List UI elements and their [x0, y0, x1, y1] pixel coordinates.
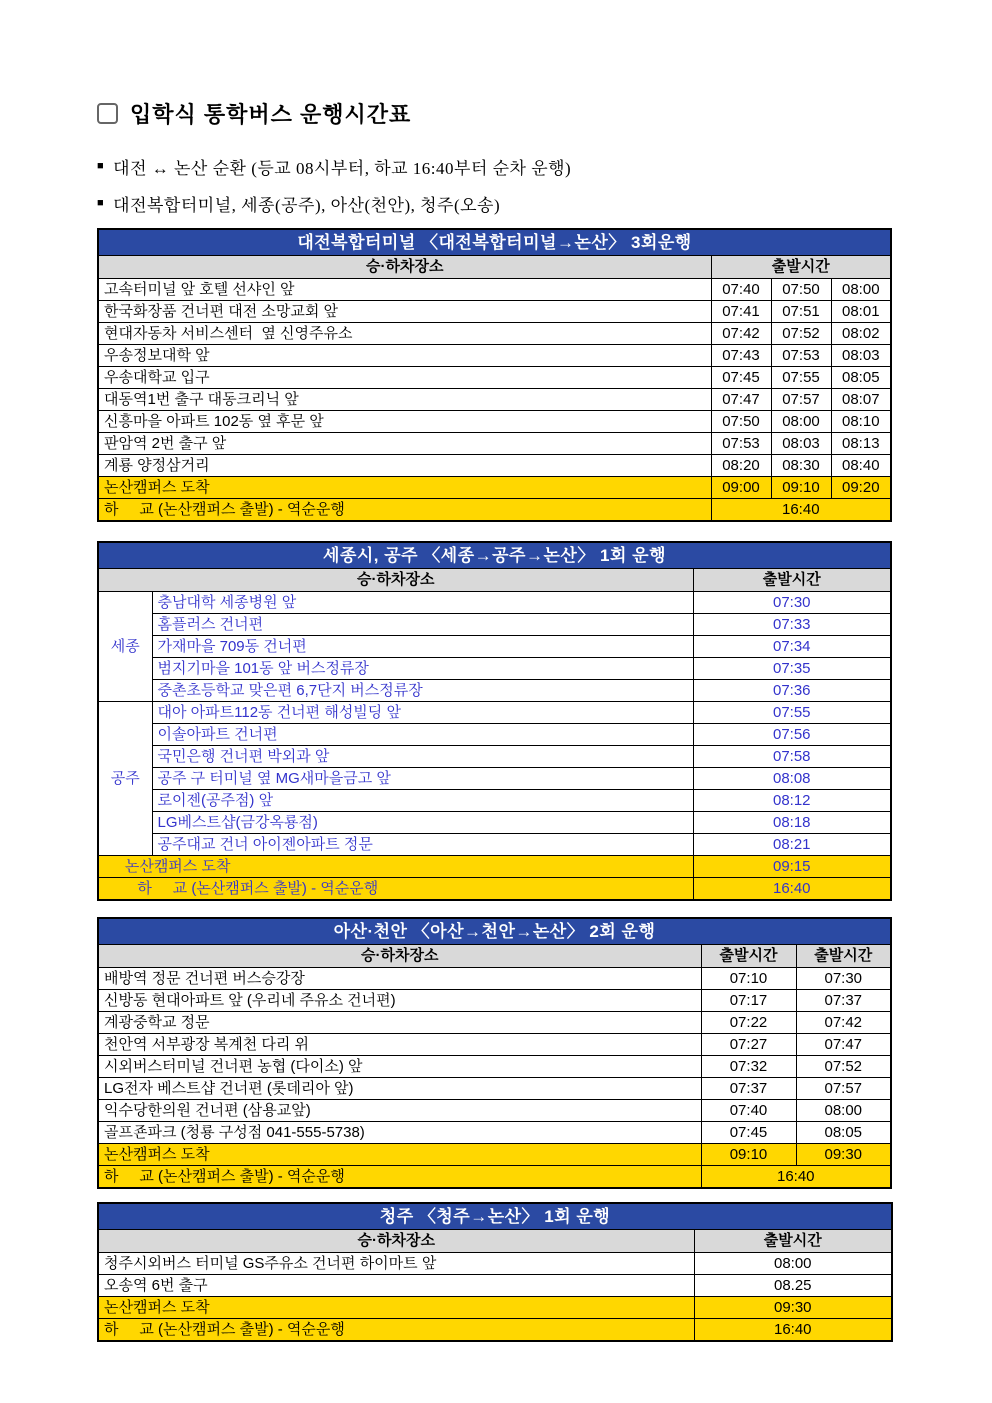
- departure-time-cell: 07:55: [771, 367, 831, 389]
- page-title: 입학식 통학버스 운행시간표: [130, 101, 412, 127]
- departure-time-cell: 07:17: [701, 990, 796, 1012]
- tables-container: [97, 228, 891, 1342]
- departure-time-cell: 07:53: [771, 345, 831, 367]
- campus-arrival-label: 논산캠퍼스 도착: [98, 477, 711, 499]
- departure-time-cell: 08:10: [831, 411, 891, 433]
- table-row: [98, 1034, 891, 1056]
- table-header-row: [98, 256, 891, 279]
- stop-name-cell: 범지기마을 101동 앞 버스정류장: [152, 658, 693, 680]
- departure-time-cell: 07:53: [711, 433, 771, 455]
- bullet-square-icon: ■: [97, 197, 105, 209]
- table-row: [98, 968, 891, 990]
- campus-arrival-label: 논산캠퍼스 도착: [98, 1297, 694, 1319]
- departure-time-cell: 07:47: [796, 1034, 891, 1056]
- table-header-row: [98, 1230, 892, 1253]
- return-time-cell: 16:40: [711, 499, 891, 522]
- arrival-time-cell: 09:30: [694, 1297, 892, 1319]
- campus-arrival-row: [98, 1297, 892, 1319]
- stop-name-cell: 판암역 2번 출구 앞: [98, 433, 711, 455]
- departure-time-cell: 08:05: [831, 367, 891, 389]
- arrival-time-cell: 09:30: [796, 1144, 891, 1166]
- return-trip-row: [98, 1166, 891, 1189]
- table-row: [98, 834, 891, 856]
- campus-arrival-row: [98, 477, 891, 499]
- document-heading: [97, 98, 891, 128]
- stop-name-cell: 충남대학 세종병원 앞: [152, 592, 693, 614]
- stop-name-cell: LG전자 베스트샵 건너편 (롯데리아 앞): [98, 1078, 701, 1100]
- stop-name-cell: 오송역 6번 출구: [98, 1275, 694, 1297]
- departure-time-cell: 07:37: [796, 990, 891, 1012]
- departure-time-cell: 07:51: [771, 301, 831, 323]
- table-title: 대전복합터미널 〈대전복합터미널→논산〉 3회운행: [98, 229, 891, 256]
- bullet-item: [97, 148, 891, 185]
- departure-time-cell: 08:30: [771, 455, 831, 477]
- stop-name-cell: 청주시외버스 터미널 GS주유소 건너편 하이마트 앞: [98, 1253, 694, 1275]
- departure-time-cell: 08:40: [831, 455, 891, 477]
- table-row: [98, 990, 891, 1012]
- table-row: [98, 746, 891, 768]
- departure-time-cell: 07:55: [693, 702, 891, 724]
- bus-schedule-table-asan-cheonan: [97, 917, 892, 1189]
- departure-time-cell: 08:07: [831, 389, 891, 411]
- stop-name-cell: 가재마을 709동 건너편: [152, 636, 693, 658]
- campus-arrival-row: [98, 1144, 891, 1166]
- table-title: 청주 〈청주→논산〉 1회 운행: [98, 1203, 892, 1230]
- table-row: [98, 1100, 891, 1122]
- table-row: [98, 790, 891, 812]
- table-row: [98, 455, 891, 477]
- departure-time-cell: 07:42: [796, 1012, 891, 1034]
- table-row: [98, 345, 891, 367]
- table-header-row: [98, 569, 891, 592]
- stop-name-cell: 신방동 현대아파트 앞 (우리네 주유소 건너편): [98, 990, 701, 1012]
- table-row: [98, 592, 891, 614]
- table-title-row: [98, 918, 891, 945]
- departure-time-cell: 07:33: [693, 614, 891, 636]
- departure-time-cell: 07:34: [693, 636, 891, 658]
- return-trip-row: [98, 1319, 892, 1342]
- stop-name-cell: 신흥마을 아파트 102동 옆 후문 앞: [98, 411, 711, 433]
- departure-time-cell: 08:00: [831, 279, 891, 301]
- arrival-time-cell: 09:15: [693, 856, 891, 878]
- arrival-time-cell: 09:00: [711, 477, 771, 499]
- departure-time-cell: 07:35: [693, 658, 891, 680]
- table-title: 아산·천안 〈아산→천안→논산〉 2회 운행: [98, 918, 891, 945]
- region-group-cell: 세종: [98, 592, 152, 702]
- departure-time-column-header: 출발시간: [694, 1230, 892, 1253]
- table-row: [98, 614, 891, 636]
- stop-name-cell: 대동역1번 출구 대동크리닉 앞: [98, 389, 711, 411]
- departure-time-cell: 08:21: [693, 834, 891, 856]
- stop-name-cell: 대아 아파트112동 건너편 해성빌딩 앞: [152, 702, 693, 724]
- departure-time-column-header: 출발시간: [796, 945, 891, 968]
- checkbox-icon: [97, 103, 118, 124]
- departure-time-cell: 07:57: [796, 1078, 891, 1100]
- stops-column-header: 승·하차장소: [98, 1230, 694, 1253]
- stop-name-cell: 골프죤파크 (청룡 구성점 041-555-5738): [98, 1122, 701, 1144]
- departure-time-cell: 08:20: [711, 455, 771, 477]
- stop-name-cell: 우송정보대학 앞: [98, 345, 711, 367]
- departure-time-cell: 07:45: [701, 1122, 796, 1144]
- table-row: [98, 323, 891, 345]
- departure-time-cell: 07:43: [711, 345, 771, 367]
- table-row: [98, 279, 891, 301]
- departure-time-cell: 07:52: [796, 1056, 891, 1078]
- stop-name-cell: 계광중학교 정문: [98, 1012, 701, 1034]
- arrival-time-cell: 09:10: [701, 1144, 796, 1166]
- stop-name-cell: LG베스트샵(금강옥룡점): [152, 812, 693, 834]
- departure-time-column-header: 출발시간: [711, 256, 891, 279]
- stops-column-header: 승·하차장소: [98, 569, 693, 592]
- arrival-time-cell: 09:10: [771, 477, 831, 499]
- table-row: [98, 301, 891, 323]
- arrival-time-cell: 09:20: [831, 477, 891, 499]
- departure-time-cell: 08:13: [831, 433, 891, 455]
- departure-time-cell: 07:22: [701, 1012, 796, 1034]
- return-time-cell: 16:40: [693, 878, 891, 901]
- table-row: [98, 389, 891, 411]
- stop-name-cell: 홈플러스 건너편: [152, 614, 693, 636]
- departure-time-cell: 07:47: [711, 389, 771, 411]
- departure-time-cell: 07:36: [693, 680, 891, 702]
- departure-time-cell: 07:58: [693, 746, 891, 768]
- departure-time-cell: 08:18: [693, 812, 891, 834]
- return-trip-row: [98, 878, 891, 901]
- stop-name-cell: 공주 구 터미널 옆 MG새마을금고 앞: [152, 768, 693, 790]
- stops-column-header: 승·하차장소: [98, 256, 711, 279]
- table-row: [98, 1078, 891, 1100]
- table-row: [98, 1275, 892, 1297]
- stops-column-header: 승·하차장소: [98, 945, 701, 968]
- departure-time-cell: 08:01: [831, 301, 891, 323]
- return-time-cell: 16:40: [701, 1166, 891, 1189]
- return-trip-label: 하 교 (논산캠퍼스 출발) - 역순운행: [98, 499, 711, 522]
- table-row: [98, 367, 891, 389]
- table-title: 세종시, 공주 〈세종→공주→논산〉 1회 운행: [98, 542, 891, 569]
- departure-time-cell: 07:32: [701, 1056, 796, 1078]
- departure-time-cell: 07:40: [701, 1100, 796, 1122]
- bullet-square-icon: ■: [97, 160, 105, 172]
- departure-time-cell: 08.25: [694, 1275, 892, 1297]
- departure-time-cell: 08:02: [831, 323, 891, 345]
- region-group-cell: 공주: [98, 702, 152, 856]
- departure-time-cell: 07:41: [711, 301, 771, 323]
- bullet-list: [97, 148, 891, 222]
- departure-time-cell: 08:03: [771, 433, 831, 455]
- table-row: [98, 680, 891, 702]
- stop-name-cell: 우송대학교 입구: [98, 367, 711, 389]
- document-page: [97, 98, 891, 1342]
- departure-time-cell: 07:30: [693, 592, 891, 614]
- departure-time-cell: 07:40: [711, 279, 771, 301]
- table-title-row: [98, 1203, 892, 1230]
- table-title-row: [98, 229, 891, 256]
- return-trip-row: [98, 499, 891, 522]
- departure-time-column-header: 출발시간: [701, 945, 796, 968]
- campus-arrival-row: [98, 856, 891, 878]
- table-row: [98, 658, 891, 680]
- table-row: [98, 1253, 892, 1275]
- stop-name-cell: 중촌초등학교 맞은편 6,7단지 버스정류장: [152, 680, 693, 702]
- bullet-item: [97, 185, 891, 222]
- departure-time-cell: 08:05: [796, 1122, 891, 1144]
- table-row: [98, 411, 891, 433]
- bus-schedule-table-sejong-gongju: [97, 541, 892, 901]
- departure-time-cell: 08:08: [693, 768, 891, 790]
- stop-name-cell: 한국화장품 건너편 대전 소망교회 앞: [98, 301, 711, 323]
- table-row: [98, 636, 891, 658]
- table-row: [98, 1056, 891, 1078]
- departure-time-cell: 07:30: [796, 968, 891, 990]
- departure-time-cell: 07:45: [711, 367, 771, 389]
- departure-time-cell: 07:57: [771, 389, 831, 411]
- stop-name-cell: 시외버스터미널 건너편 농협 (다이소) 앞: [98, 1056, 701, 1078]
- stop-name-cell: 천안역 서부광장 복계천 다리 위: [98, 1034, 701, 1056]
- bullet-text: 대전 ↔ 논산 순환 (등교 08시부터, 하교 16:40부터 순차 운행): [113, 159, 572, 178]
- table-row: [98, 1122, 891, 1144]
- table-row: [98, 1012, 891, 1034]
- campus-arrival-label: 논산캠퍼스 도착: [98, 1144, 701, 1166]
- departure-time-cell: 08:12: [693, 790, 891, 812]
- stop-name-cell: 현대자동차 서비스센터 옆 신영주유소: [98, 323, 711, 345]
- departure-time-cell: 07:10: [701, 968, 796, 990]
- stop-name-cell: 로이젠(공주점) 앞: [152, 790, 693, 812]
- departure-time-column-header: 출발시간: [693, 569, 891, 592]
- stop-name-cell: 고속터미널 앞 호텔 선샤인 앞: [98, 279, 711, 301]
- departure-time-cell: 07:56: [693, 724, 891, 746]
- bullet-text: 대전복합터미널, 세종(공주), 아산(천안), 청주(오송): [113, 196, 501, 215]
- departure-time-cell: 08:03: [831, 345, 891, 367]
- departure-time-cell: 08:00: [771, 411, 831, 433]
- return-trip-label: 하 교 (논산캠퍼스 출발) - 역순운행: [98, 1319, 694, 1342]
- stop-name-cell: 이솔아파트 건너편: [152, 724, 693, 746]
- stop-name-cell: 국민은행 건너편 박외과 앞: [152, 746, 693, 768]
- return-time-cell: 16:40: [694, 1319, 892, 1342]
- table-header-row: [98, 945, 891, 968]
- table-title-row: [98, 542, 891, 569]
- table-row: [98, 768, 891, 790]
- return-trip-label: 하 교 (논산캠퍼스 출발) - 역순운행: [98, 1166, 701, 1189]
- table-row: [98, 433, 891, 455]
- return-trip-label: 하 교 (논산캠퍼스 출발) - 역순운행: [98, 878, 693, 901]
- bus-schedule-table-daejeon: [97, 228, 892, 522]
- departure-time-cell: 07:52: [771, 323, 831, 345]
- stop-name-cell: 공주대교 건너 아이젠아파트 정문: [152, 834, 693, 856]
- departure-time-cell: 07:27: [701, 1034, 796, 1056]
- departure-time-cell: 07:50: [711, 411, 771, 433]
- departure-time-cell: 07:50: [771, 279, 831, 301]
- departure-time-cell: 07:37: [701, 1078, 796, 1100]
- departure-time-cell: 08:00: [796, 1100, 891, 1122]
- table-row: [98, 702, 891, 724]
- stop-name-cell: 배방역 정문 건너편 버스승강장: [98, 968, 701, 990]
- table-row: [98, 724, 891, 746]
- campus-arrival-label: 논산캠퍼스 도착: [98, 856, 693, 878]
- stop-name-cell: 계룡 양정삼거리: [98, 455, 711, 477]
- departure-time-cell: 08:00: [694, 1253, 892, 1275]
- departure-time-cell: 07:42: [711, 323, 771, 345]
- stop-name-cell: 익수당한의원 건너편 (삼용교앞): [98, 1100, 701, 1122]
- table-row: [98, 812, 891, 834]
- bus-schedule-table-cheongju: [97, 1202, 893, 1342]
